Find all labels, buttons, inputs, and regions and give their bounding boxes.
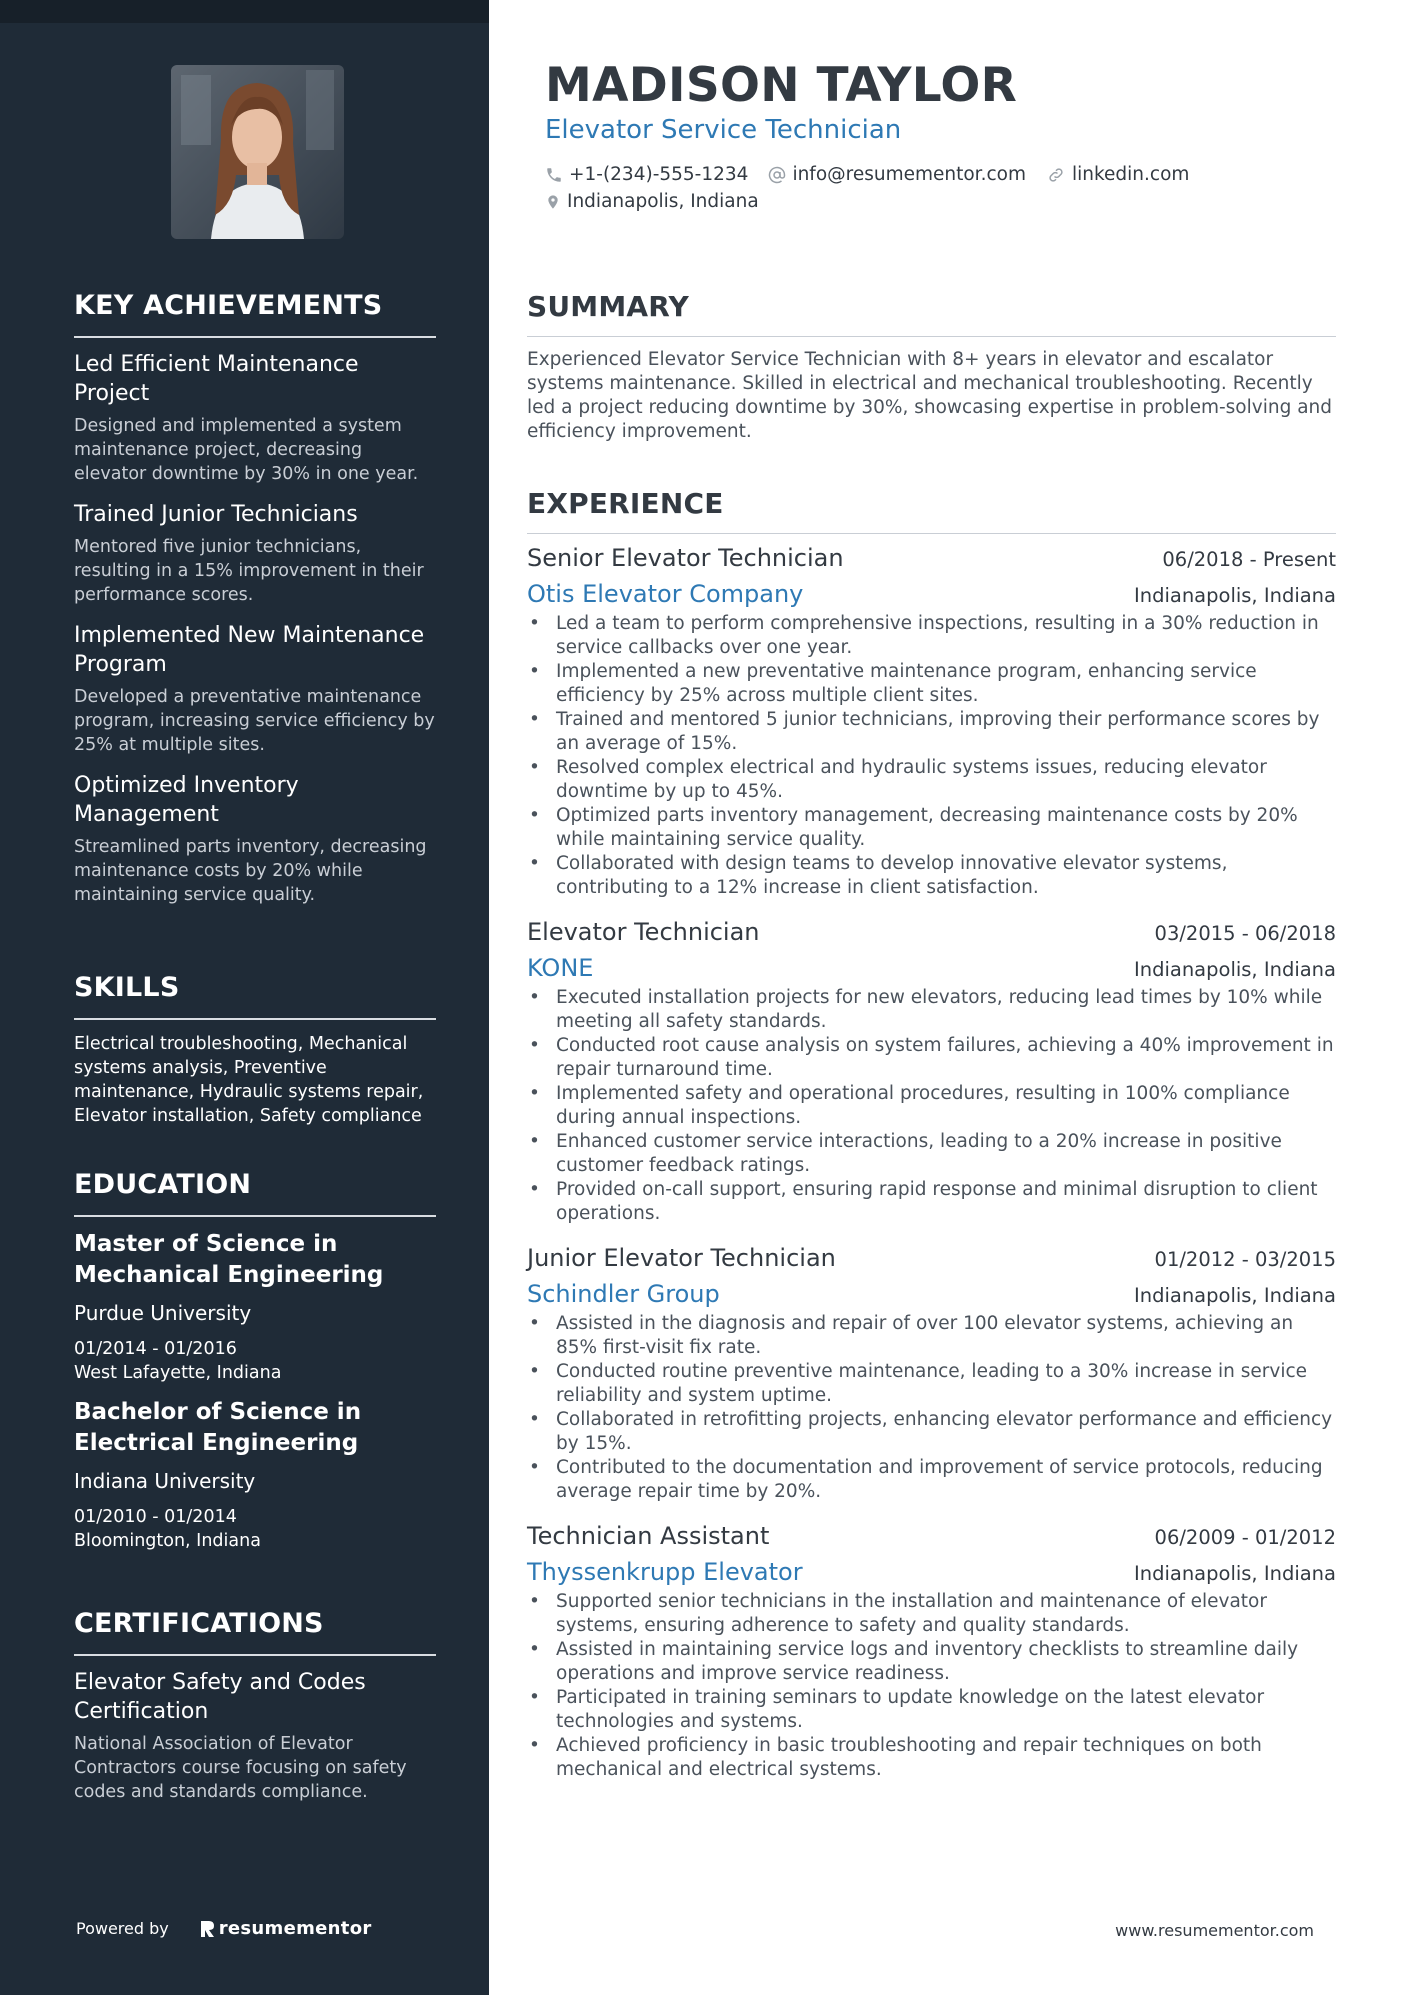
sidebar-top-bar — [0, 0, 489, 23]
job-bullet: • Collaborated with design teams to develop innovative elevator systems, contributing to a 12% increase in client satisfaction. — [527, 852, 1336, 900]
footer-url[interactable]: www.resumementor.com — [1115, 1921, 1314, 1940]
job-location: Indianapolis, Indiana — [1133, 584, 1336, 607]
job-bullet: • Assisted in maintaining service logs and inventory checklists to streamline daily operations and improve service readiness. — [527, 1638, 1336, 1686]
job-bullet: • Participated in training seminars to update knowledge on the latest elevator technologies and systems. — [527, 1686, 1336, 1734]
contact-location — [545, 191, 759, 212]
job-role: Elevator Technician — [527, 918, 760, 946]
achievement-desc: Developed a preventative maintenance program, increasing service efficiency by 25% at multiple sites. — [74, 687, 435, 755]
contact-email[interactable] — [768, 164, 1026, 185]
job-bullet: • Contributed to the documentation and improvement of service protocols, reducing average repair time by 20%. — [527, 1456, 1336, 1504]
phone-text: +1-(234)-555-1234 — [569, 164, 749, 185]
job-entry — [527, 918, 1336, 1226]
location-text: Indianapolis, Indiana — [567, 191, 759, 212]
job-company: Thyssenkrupp Elevator — [527, 1558, 803, 1586]
education-item — [74, 1397, 436, 1553]
job-dates: 06/2018 - Present — [1162, 548, 1336, 571]
certification-desc: National Association of Elevator Contractors course focusing on safety codes and standards compliance. — [74, 1734, 407, 1802]
job-bullet: • Resolved complex electrical and hydraulic systems issues, reducing elevator downtime by up to 45%. — [527, 756, 1336, 804]
education-location: West Lafayette, Indiana — [74, 1363, 282, 1383]
education-dates: 01/2010 - 01/2014 — [74, 1507, 237, 1527]
job-role: Junior Elevator Technician — [527, 1244, 836, 1272]
job-bullet: • Enhanced customer service interactions, leading to a 20% increase in positive customer feedback ratings. — [527, 1130, 1336, 1178]
education-degree: Bachelor of Science in Electrical Engineering — [74, 1399, 362, 1456]
summary-section — [527, 290, 1336, 444]
achievement-title: Optimized Inventory Management — [74, 773, 299, 827]
education-dates: 01/2014 - 01/2016 — [74, 1339, 237, 1359]
job-entry — [527, 1522, 1336, 1782]
job-location: Indianapolis, Indiana — [1133, 958, 1336, 981]
achievement-desc: Streamlined parts inventory, decreasing maintenance costs by 20% while maintaining service quality. — [74, 837, 427, 905]
job-bullet: • Collaborated in retrofitting projects, enhancing elevator performance and efficiency by 15%. — [527, 1408, 1336, 1456]
at-sign-icon — [768, 166, 786, 184]
linkedin-text: linkedin.com — [1071, 164, 1190, 185]
job-role: Technician Assistant — [527, 1522, 770, 1550]
certifications-heading: CERTIFICATIONS — [74, 1608, 436, 1656]
candidate-title: Elevator Service Technician — [545, 115, 902, 145]
achievement-item — [74, 500, 436, 607]
job-entry — [527, 544, 1336, 900]
brand-mark-icon — [199, 1919, 215, 1939]
job-bullet: • Implemented safety and operational procedures, resulting in 100% compliance during annual inspections. — [527, 1082, 1336, 1130]
summary-text: Experienced Elevator Service Technician with 8+ years in elevator and escalator systems maintenance. Skilled in electrical and mechanical troubleshooting. Recently led a project reducing downtime by 30%, showcasing expertise in problem-solving and efficiency improvement. — [527, 349, 1332, 442]
achievement-title: Trained Junior Technicians — [74, 502, 358, 527]
job-company: Otis Elevator Company — [527, 580, 804, 608]
job-bullet: • Implemented a new preventative maintenance program, enhancing service efficiency by 25% across multiple client sites. — [527, 660, 1336, 708]
candidate-name: MADISON TAYLOR — [545, 58, 1018, 113]
job-company: Schindler Group — [527, 1280, 720, 1308]
job-bullet: • Assisted in the diagnosis and repair of over 100 elevator systems, achieving an 85% first-visit fix rate. — [527, 1312, 1336, 1360]
education-degree: Master of Science in Mechanical Engineering — [74, 1231, 384, 1288]
job-dates: 03/2015 - 06/2018 — [1154, 922, 1336, 945]
achievements-section — [74, 290, 436, 907]
achievement-desc: Mentored five junior technicians, resulting in a 15% improvement in their performance scores. — [74, 537, 424, 605]
sidebar — [0, 0, 489, 1995]
education-location: Bloomington, Indiana — [74, 1531, 261, 1551]
education-item — [74, 1229, 436, 1385]
job-dates: 01/2012 - 03/2015 — [1154, 1248, 1336, 1271]
education-school: Purdue University — [74, 1301, 252, 1325]
job-bullet: • Conducted root cause analysis on system failures, achieving a 40% improvement in repair turnaround time. — [527, 1034, 1336, 1082]
experience-section — [527, 487, 1336, 1782]
job-bullet: • Trained and mentored 5 junior technicians, improving their performance scores by an average of 15%. — [527, 708, 1336, 756]
email-text: info@resumementor.com — [792, 164, 1026, 185]
certification-item — [74, 1668, 436, 1804]
job-bullet: • Executed installation projects for new elevators, reducing lead times by 10% while meeting all safety standards. — [527, 986, 1336, 1034]
achievement-item — [74, 771, 436, 907]
link-icon — [1046, 166, 1066, 184]
achievement-item — [74, 350, 436, 486]
brand-logo[interactable] — [199, 1918, 372, 1939]
achievement-desc: Designed and implemented a system maintenance project, decreasing elevator downtime by 30% in one year. — [74, 416, 419, 484]
powered-by-label: Powered by — [76, 1919, 169, 1938]
achievements-heading: KEY ACHIEVEMENTS — [74, 290, 436, 338]
job-bullet: • Provided on-call support, ensuring rapid response and minimal disruption to client operations. — [527, 1178, 1336, 1226]
contact-linkedin[interactable] — [1046, 164, 1189, 185]
skills-heading: SKILLS — [74, 972, 436, 1020]
job-location: Indianapolis, Indiana — [1133, 1562, 1336, 1585]
job-entry — [527, 1244, 1336, 1504]
contact-row — [545, 164, 1209, 185]
profile-photo — [171, 65, 344, 239]
job-location: Indianapolis, Indiana — [1133, 1284, 1336, 1307]
job-role: Senior Elevator Technician — [527, 544, 844, 572]
job-bullets — [527, 612, 1336, 900]
certifications-section — [74, 1608, 436, 1804]
job-bullets — [527, 1590, 1336, 1782]
achievement-title: Led Efficient Maintenance Project — [74, 352, 359, 406]
education-school: Indiana University — [74, 1469, 256, 1493]
skills-section — [74, 972, 436, 1128]
powered-by — [76, 1918, 372, 1939]
job-bullets — [527, 986, 1336, 1226]
job-bullet: • Conducted routine preventive maintenance, leading to a 30% increase in service reliability and system uptime. — [527, 1360, 1336, 1408]
experience-heading: EXPERIENCE — [527, 487, 1336, 534]
education-heading: EDUCATION — [74, 1169, 436, 1217]
job-bullets — [527, 1312, 1336, 1504]
brand-name: resumementor — [218, 1918, 372, 1939]
location-pin-icon — [545, 192, 561, 212]
job-dates: 06/2009 - 01/2012 — [1154, 1526, 1336, 1549]
contact-phone[interactable] — [545, 164, 748, 185]
phone-icon — [545, 166, 563, 184]
job-company: KONE — [527, 954, 594, 982]
certification-title: Elevator Safety and Codes Certification — [74, 1670, 366, 1724]
summary-heading: SUMMARY — [527, 290, 1336, 337]
contact-row-location — [545, 191, 779, 212]
job-bullet: • Led a team to perform comprehensive inspections, resulting in a 30% reduction in service callbacks over one year. — [527, 612, 1336, 660]
skills-list: Electrical troubleshooting, Mechanical systems analysis, Preventive maintenance, Hydraulic systems repair, Elevator installation, Safety compliance — [74, 1034, 424, 1126]
job-bullet: • Supported senior technicians in the installation and maintenance of elevator systems, ensuring adherence to safety and quality standards. — [527, 1590, 1336, 1638]
job-bullet: • Optimized parts inventory management, decreasing maintenance costs by 20% while maintaining service quality. — [527, 804, 1336, 852]
achievement-title: Implemented New Maintenance Program — [74, 623, 425, 677]
education-section — [74, 1169, 436, 1553]
job-bullet: • Achieved proficiency in basic troubleshooting and repair techniques on both mechanical and electrical systems. — [527, 1734, 1336, 1782]
achievement-item — [74, 621, 436, 757]
